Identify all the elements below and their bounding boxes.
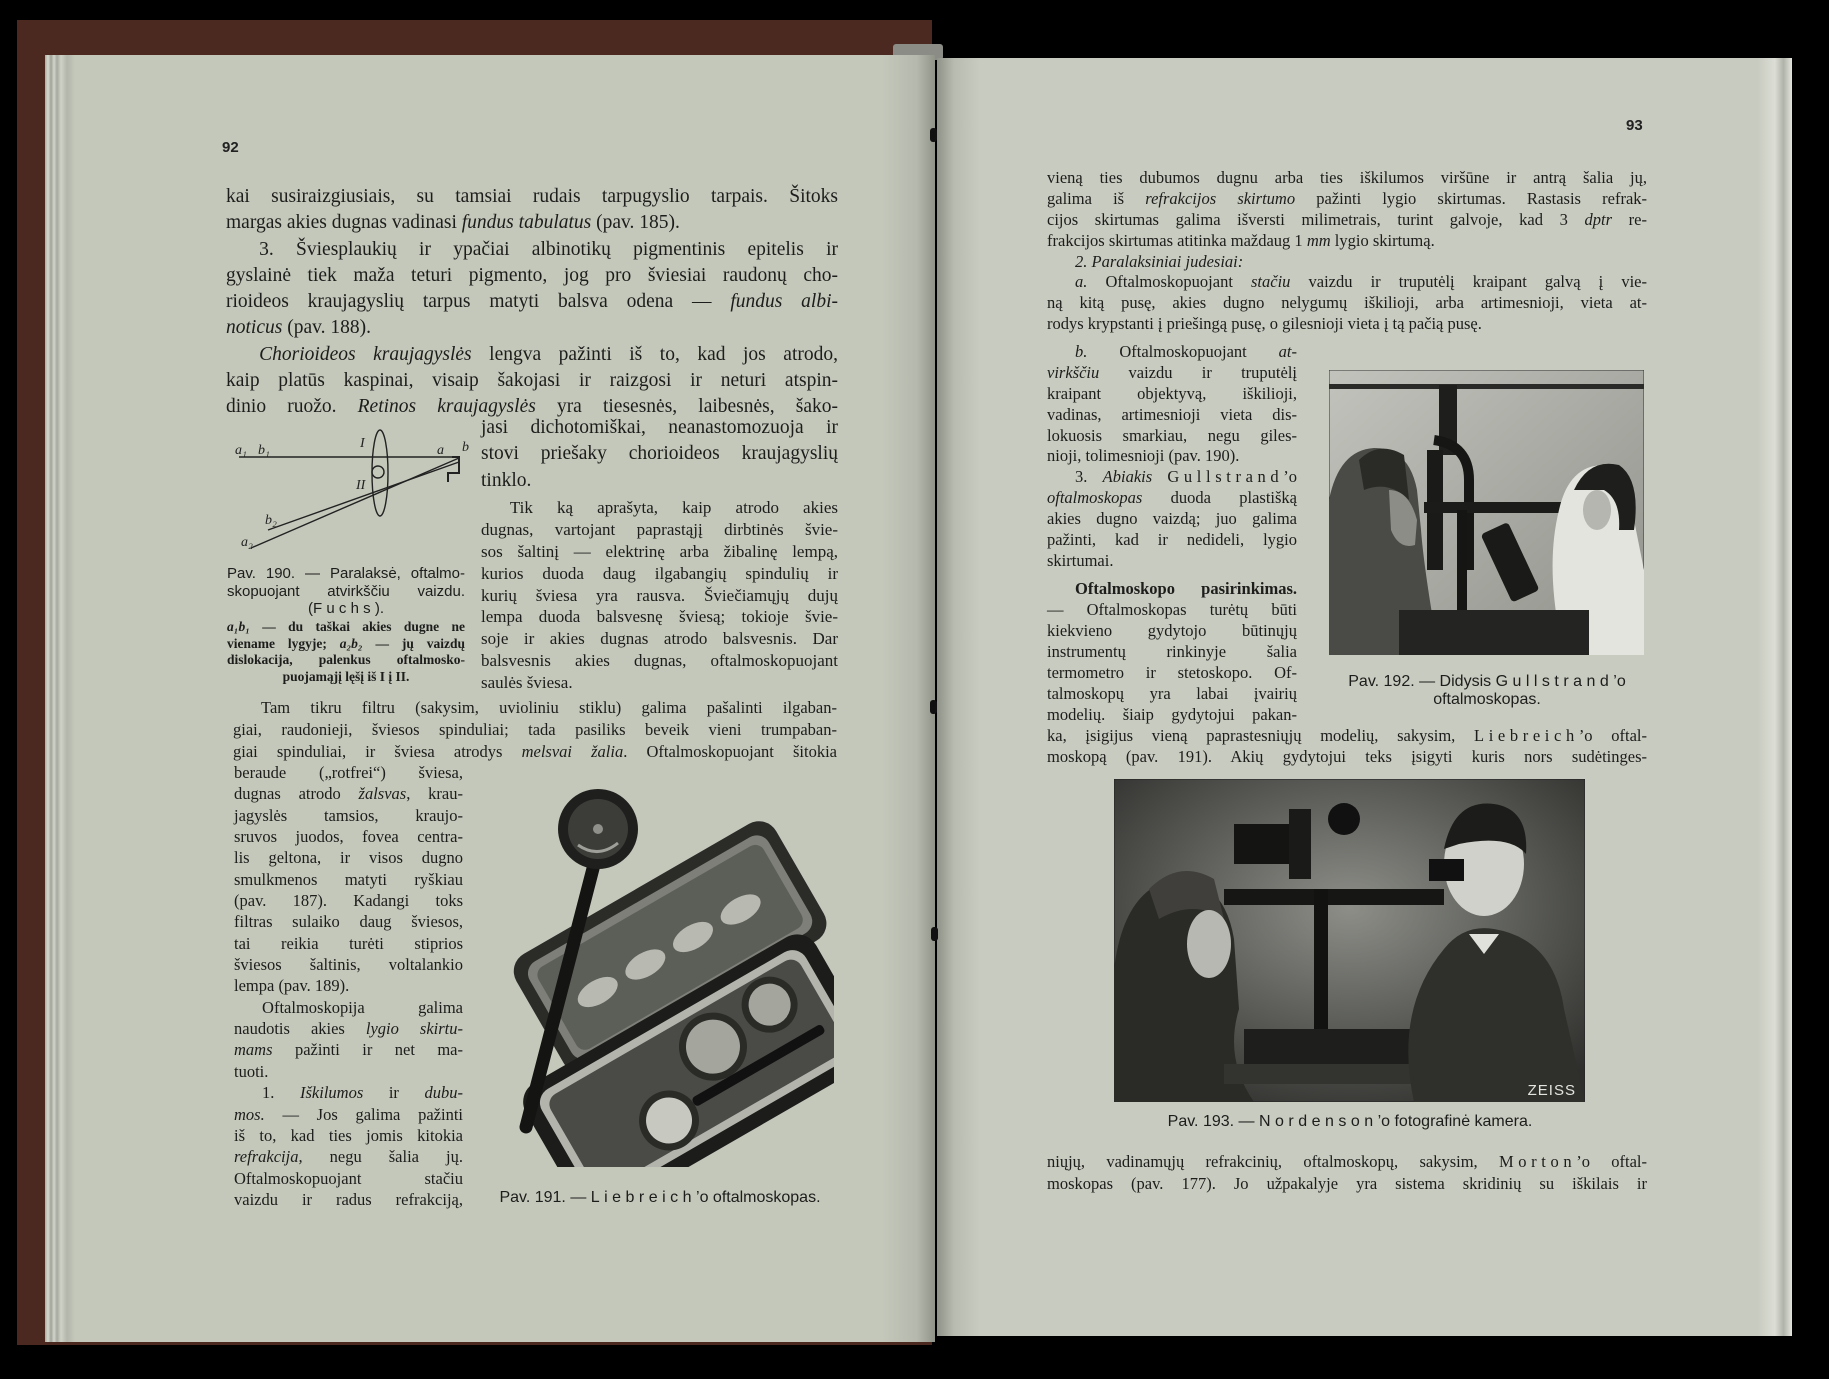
text-line: mos. — Jos galima pažinti [234,1104,463,1124]
lens-aperture [372,466,384,478]
lens-shape [372,430,388,516]
text-line: sruvos juodos, fovea centra- [234,827,463,847]
label-a2: a₂ [241,535,253,550]
nordenson-camera-photo [1114,779,1585,1102]
fig190-caption-note [227,619,465,669]
text-emphasis: virkščiu [1047,362,1100,382]
text-line: beraude („rotfrei“) šviesa, [234,763,463,782]
text-emphasis: melsvai žalia [521,741,624,761]
text-line: lempa duoda balsvesnę šviesą; tokioje švie- [481,607,838,627]
text-line: cijos skirtumas galima išversti milimetrais, turint galvoje, kad 3 dptr re- [1047,209,1647,229]
text-emphasis: refrakcija, [234,1147,303,1167]
body-text-narrow-a [1047,342,1297,572]
text-line: oftalmoskopas. [1433,691,1541,708]
text-line [1047,578,1297,599]
text-emphasis: Chorioideos kraujagyslės [259,343,472,365]
text-line: vaizdu ir radus refrakciją, [234,1189,463,1209]
text-emphasis: b. [1075,342,1088,361]
text-line: gyslainė tiek maža teturi pigmento, jog pro šviesiai raudonų cho- [226,264,838,286]
text-line: a. Oftalmoskopuojant stačiu vaizdu ir truputėlį kraipant galvą į vie- [1075,272,1647,292]
text-line: 1. Iškilumos ir dubu- [262,1083,463,1103]
text-line: rioideos kraujagyslių tarpus matyti balsva odena — fundus albi- [226,291,839,313]
text-line: soje ir akies dugnas atrodo balsvesnis. Dar [481,629,838,649]
body-text-light-sources [481,497,838,694]
text-line: Pav. 190. — Paralaksė, oftalmo- [227,565,465,582]
text-line: (Fuchs). [307,600,385,617]
zeiss-mark: ZEISS [1527,1082,1576,1099]
body-text-beside-diagram [481,415,838,494]
fig190-caption-author [227,600,465,617]
text-line: vieną ties dubumos dugnu arba ties iškilumos viršūne ir antrą šalia jų, [1047,168,1647,187]
label-a1: a₁ [235,443,247,458]
text-emphasis: a₁b₁ [227,619,250,634]
text-line: naudotis akies lygio skirtu- [234,1019,463,1039]
text-emphasis: Iškilumos [300,1083,364,1103]
text-line: saulės šviesa. [481,673,573,693]
text-line: dugnas atrodo žalsvas, krau- [234,784,463,804]
text-line: dislokacija, palenkus oftalmosko- [227,652,465,668]
text-line: kai susiraizgiusiais, su tamsiai rudais tarpugyslio tarpais. Šitoks [226,186,838,207]
parallax-diagram [225,425,475,560]
text-line: skirtumai. [1047,550,1114,570]
text-line: 3. Abiakis Gullstrand’o [1075,467,1297,487]
text-line: instrumentų rinkinyje šalia [1047,642,1297,661]
text-line: oftalmoskopas duoda plastišką [1047,488,1297,508]
text-emphasis: Gullstrand [1495,673,1614,690]
body-text-top [226,184,838,421]
fig190-caption-note-end [227,669,465,686]
text-line: 3. Šviesplaukių ir ypačiai albinotikų pigmentinis epitelis ir [259,238,838,260]
liebreich-ophthalmoscope-photo [478,787,834,1167]
text-emphasis: Nordenson [1258,1113,1378,1130]
text-line: tinklo. [481,469,532,491]
label-lens-1: I [360,436,365,451]
text-line: noticus (pav. 188). [226,317,371,339]
fig192-caption [1337,673,1637,709]
fig191-caption [490,1188,830,1208]
text-line: galima iš refrakcijos skirtumo pažinti lygio skirtumas. Rastasis refrak- [1047,188,1648,208]
text-line: termometro ir stetoskopo. Of- [1047,663,1297,682]
text-line: — Oftalmoskopas turėtų būti [1047,600,1297,619]
gutter-stitch [930,128,937,142]
text-emphasis: mams [234,1040,273,1060]
label-b2: b₂ [265,513,277,528]
text-line: viename lygyje; a₂b₂ — jų vaizdų [227,635,465,651]
label-lens-2: II [356,478,366,493]
text-emphasis: Morton [1498,1152,1577,1171]
label-b: b [462,440,469,455]
text-line: Pav. 192. — Didysis Gullstrand’o [1348,673,1626,690]
text-line: akies dugno vaizdą; juo galima [1047,509,1297,529]
text-emphasis: dptr [1584,209,1613,229]
text-line: smulkmenos matyti ryškiau [234,869,463,889]
text-line: sos šaltinį — elektrinę arba žibalinę lempą, [481,541,838,561]
text-emphasis: stačiu [1251,272,1291,292]
text-line: mams pažinti ir net ma- [234,1040,463,1060]
text-emphasis: Gullstrand [1167,467,1284,487]
fig193-caption [1120,1112,1580,1132]
text-line: refrakcija, negu šalia jų. [234,1147,463,1167]
text-line: lis geltona, ir visos dugno [234,848,463,868]
text-emphasis: a. [1075,272,1088,292]
text-emphasis: refrakcijos skirtumo [1145,188,1296,208]
text-line: stovi priešaky chorioideos kraujagyslių [481,443,838,465]
body-text-bottom [1047,1151,1647,1195]
body-text-top-right [1047,168,1647,335]
text-emphasis: Liebreich [590,1189,697,1206]
text-line: virkščiu vaizdu ir truputėlį [1047,362,1297,382]
text-line: Pav. 193. — Nordenson’o fotografinė kamera. [1167,1113,1533,1130]
text-line: šviesos šaltinis, voltalankio [234,955,463,975]
text-emphasis: Retinos kraujagyslės [357,396,536,418]
text-line: skopuojant atvirkščiu vaizdu. [227,583,465,600]
text-line: jagyslės tamsios, kraujo- [234,805,463,825]
text-line: a₁b₁ — du taškai akies dugne ne [227,619,465,634]
text-line: kurios duoda daug ilgabangių spindulių ir [481,563,838,583]
gutter-stitch [931,927,938,941]
text-line: kiekvieno gydytojo būtinųjų [1047,621,1297,640]
text-emphasis: 2. Paralaksiniai judesiai: [1075,251,1244,271]
text-line: Pav. 191. — Liebreich’o oftalmoskopas. [499,1189,821,1206]
page-number-right: 93 [1626,117,1643,134]
text-line: moskopas (pav. 177). Jo užpakalyje yra sistema skridinių su iškilais ir [1047,1174,1647,1193]
text-line: Oftalmoskopuojant stačiu [234,1168,463,1188]
text-line: balsvesnis akies dugnas, oftalmoskopuojant [481,651,838,671]
text-emphasis: lygio skirtu- [365,1019,463,1039]
text-line [1047,252,1647,273]
page-number-left: 92 [222,139,239,156]
text-line: lempa (pav. 189). [234,976,350,996]
text-line: iš to, kad ties jomis kitokia [234,1125,463,1145]
text-line: kraipant objektyvą, iškilioji, [1047,383,1297,403]
text-line: pažinti, kad ir nedideli, lygio [1047,530,1297,550]
ray-b2 [268,462,459,530]
gullstrand-ophthalmoscope-photo [1329,370,1644,655]
label-b1: b₁ [258,443,270,458]
text-line: b. Oftalmoskopuojant at- [1075,342,1297,361]
text-line: kurių šviesa yra rausva. Šviečiamųjų dujų [481,585,838,605]
text-emphasis: a₂b₂ [339,635,363,651]
text-line: ną kitą pusę, akies dugno nelygumų iškilioji, arba artimesnioji, vieta at- [1047,293,1647,313]
gutter-stitch [930,700,937,714]
text-line: tai reikia turėti stiprios [234,933,463,953]
text-line: modelių. šiaip gydytojui pakan- [1047,705,1297,724]
text-emphasis: Oftalmoskopo pasirinkimas. [1075,579,1297,598]
text-line: lokuosis smarkiau, negu giles- [1047,425,1297,445]
text-emphasis: dubu- [424,1083,463,1103]
body-text-filter [233,697,837,762]
text-line: dugnas, vartojant paprastąjį dirbtinės švie- [481,519,838,539]
text-line: puojamąjį lęšį iš I į II. [282,669,410,684]
text-line: giai spinduliai, ir šviesa atrodys melsvai žalia. Oftalmoskopuojant šitokia [233,741,837,761]
text-emphasis: at- [1278,342,1297,361]
body-text-narrow-b [1047,578,1297,725]
text-line: margas akies dugnas vadinasi fundus tabulatus (pav. 185). [226,212,680,234]
text-line: ka, įsigijus vieną paprastesniųjų modelių, sakysim, Liebreich’o oftal- [1047,726,1647,745]
text-line: moskopą (pav. 191). Akių gydytojui teks įsigyti kuris nors sudėtinges- [1047,747,1647,766]
text-line: Oftalmoskopija galima [262,997,463,1017]
text-line: rodys krypstanti į priešingą pusę, o gilesnioji vieta į tą pačią pusę. [1047,314,1482,334]
text-emphasis: oftalmoskopas [1047,488,1143,508]
text-line: jasi dichotomiškai, neanastomozuoja ir [481,417,838,438]
text-emphasis: Liebreich [1474,726,1579,745]
text-emphasis: mm [1306,230,1331,250]
text-line: Tik ką aprašyta, kaip atrodo akies [509,498,838,517]
text-emphasis: Abiakis [1102,467,1153,487]
text-line: talmoskopų yra labai įvairių [1047,684,1297,703]
body-text-narrow-column [234,762,463,1210]
text-line: vadinas, artimesnioji vieta dis- [1047,404,1297,424]
text-line: filtras sulaiko daug šviesos, [234,912,463,932]
text-line: frakcijos skirtumas atitinka maždaug 1 mm lygio skirtumą. [1047,230,1435,250]
text-line: giai, raudonieji, šviesos spinduliai; tada pasiliks beveik vieni trumpaban- [233,719,837,739]
text-emphasis: fundus tabulatus [461,212,592,234]
text-line: Tam tikru filtru (sakysim, uvioliniu stiklu) galima pašalinti ilgaban- [261,698,837,717]
text-emphasis: Fuchs [312,600,375,617]
text-line: Chorioideos kraujagyslės lengva pažinti iš to, kad jos atrodo, [259,343,838,365]
text-line: niųjų, vadinamųjų refrakcinių, oftalmoskopų, sakysim, Morton’o oftal- [1047,1152,1647,1171]
ray-a2 [251,458,459,548]
body-text-mid [1047,725,1647,767]
fig190-caption-title [227,565,465,601]
label-a: a [437,443,444,458]
text-line: nioji, tolimesnioji (pav. 190). [1047,446,1240,466]
text-line: tuoti. [234,1061,269,1081]
text-emphasis: žalsvas [358,784,407,804]
text-emphasis: mos. [234,1104,265,1124]
text-line: kaip platūs kaspinai, visaip šakojasi ir raizgosi ir neturi atspin- [226,370,838,392]
text-emphasis: noticus [226,317,283,339]
text-line: dinio ruožo. Retinos kraujagyslės yra tiesesnės, laibesnės, šako- [226,396,839,418]
text-line: (pav. 187). Kadangi toks [234,891,463,911]
text-emphasis: fundus albi- [730,291,839,313]
